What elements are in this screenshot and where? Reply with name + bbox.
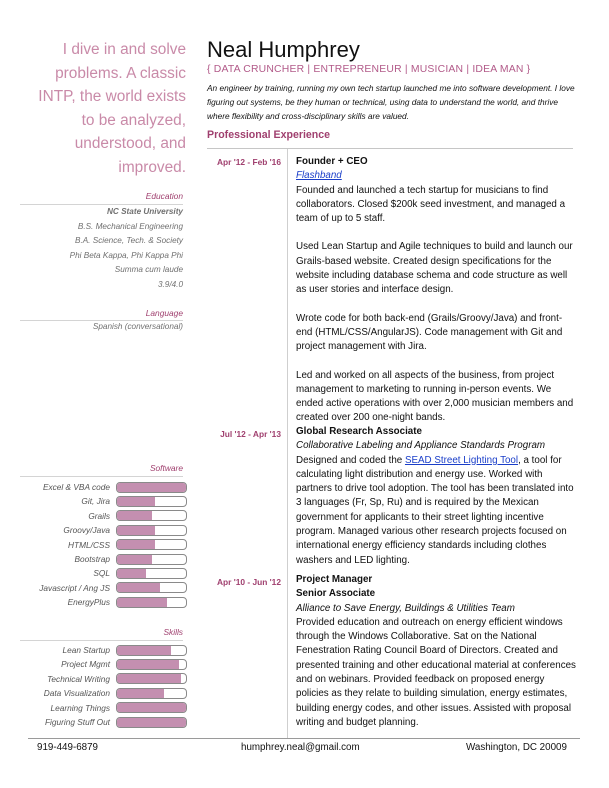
job-title: Founder + CEO (296, 156, 368, 167)
education-line: 3.9/4.0 (157, 279, 183, 289)
job-paragraph: Led and worked on all aspects of the business, from project management to marketing to running in-person events. We ended active operations with over 2,000 musician members and created over 200 one-night bands. (296, 369, 574, 424)
skill-bar-fill (117, 555, 152, 564)
education-school: NC State University (107, 207, 183, 216)
skill-label: Grails (88, 510, 110, 521)
footer-phone: 919-449-6879 (37, 742, 99, 753)
skill-bar (116, 568, 187, 579)
skill-bar (116, 702, 187, 713)
skill-bar-fill (117, 511, 152, 520)
skill-label: Git, Jira (81, 496, 110, 507)
job-title: Project Manager (296, 574, 373, 585)
education-details (20, 205, 183, 292)
software-divider (20, 476, 183, 477)
job-entry (296, 155, 578, 426)
education-line: Phi Beta Kappa, Phi Kappa Phi (69, 250, 183, 260)
skill-bar-fill (117, 483, 186, 492)
skill-label: Data Visualization (43, 688, 110, 699)
skill-bar (116, 645, 187, 656)
page-title: Neal Humphrey (207, 37, 360, 62)
job-paragraph: Wrote code for both back-end (Grails/Groovy/Java) and front-end (HTML/CSS/AngularJS). Code management with Git and project management with Jira. (296, 312, 563, 353)
tagline-line: to be analyzed, (81, 111, 186, 129)
skill-label: Figuring Stuff Out (44, 717, 110, 727)
skill-bar (116, 597, 187, 608)
skill-bar (116, 525, 187, 536)
job-date: Apr '12 - Feb '16 (216, 157, 281, 167)
job-date: Apr '10 - Jun '12 (216, 577, 281, 587)
skill-bar (116, 482, 187, 493)
skill-bar (116, 582, 187, 593)
skill-label: Learning Things (50, 702, 110, 713)
company-link[interactable]: Flashband (296, 170, 342, 182)
skill-bar-fill (117, 526, 155, 535)
skill-bar (116, 539, 187, 550)
job-subtitle: Alliance to Save Energy, Buildings & Utilities Team (296, 602, 515, 614)
experience-heading: Professional Experience (207, 129, 331, 141)
education-line: B.S. Mechanical Engineering (77, 221, 183, 231)
language-details (20, 320, 183, 335)
education-heading: Education (145, 191, 183, 201)
skill-label: Groovy/Java (63, 525, 110, 536)
language-line: Spanish (conversational) (92, 322, 183, 331)
skill-bar (116, 496, 187, 507)
skill-bar (116, 688, 187, 699)
job-paragraph: Founded and launched a tech startup for musicians to find collaborators. Closed $200k seed investment, and managed a team of up to 5 staff. (296, 184, 566, 225)
job-entry (296, 425, 578, 568)
job-text: , a tool for calculating light distribution and energy use. Worked with partners to drive tool adoption. The tool has been translated into 3 languages (Fr, Sp, Ru) and is required by the Mexican government for applicants to their street lighting incentive program. Managed various other research projects focused on international energy efficiency standards including clothes washers and LED lighting. (296, 454, 574, 566)
tagline-line: INTP, the world exists (38, 88, 186, 105)
education-line: Summa cum laude (114, 265, 183, 274)
timeline-divider (287, 149, 288, 738)
skill-bar-fill (117, 497, 155, 506)
skill-label: Excel & VBA code (42, 482, 110, 492)
skill-label: Project Mgmt (61, 659, 110, 670)
skill-bar-fill (117, 718, 186, 727)
tagline-line: understood, and (74, 135, 186, 152)
skill-bar-fill (117, 674, 181, 683)
job-paragraph: Used Lean Startup and Agile techniques to build and launch our Grails-based website. Created design specifications for the website including database schema and code structure as well as user stories and interface design. (296, 241, 573, 296)
skill-label: Technical Writing (47, 673, 110, 684)
software-heading: Software (149, 463, 183, 473)
tagline-line: improved. (118, 158, 186, 176)
footer-email[interactable]: humphrey.neal@gmail.com (241, 742, 360, 753)
tagline (20, 38, 186, 179)
job-title: Global Research Associate (296, 426, 422, 437)
skill-label: Bootstrap (74, 554, 110, 564)
job-text: Designed and coded the (296, 454, 405, 466)
footer-divider (28, 738, 580, 739)
education-line: B.A. Science, Tech. & Society (74, 236, 183, 245)
skill-bar (116, 673, 187, 684)
language-heading: Language (145, 308, 183, 318)
skill-bar (116, 554, 187, 565)
skill-bar-fill (117, 583, 160, 592)
skill-bar-fill (117, 569, 146, 578)
bio-text: An engineer by training, running my own tech startup launched me into software development. I love figuring out systems, be they human or technical, using data to understand the world, and thrive where flexibility and cross-disciplinary skills are valued. (207, 83, 575, 121)
roles-line: { DATA CRUNCHER | ENTREPRENEUR | MUSICIAN | IDEA MAN } (207, 64, 531, 75)
job-title-secondary: Senior Associate (296, 588, 376, 600)
skill-bar (116, 510, 187, 521)
tool-link[interactable]: SEAD Street Lighting Tool (404, 454, 519, 466)
job-text: Provided education and outreach on energy efficient windows through the Windows Collaborative. Sat on the National Fenestration Rating Council Board of Directors. Created and presented training and other educational material at conferences and on webinars. Provided feedback on proposed energy policies as they relate to building simulation, energy estimates, building energy codes, and other issues. Assisted with proposal writing and budget planning. (296, 616, 576, 728)
job-subtitle: Collaborative Labeling and Appliance Standards Program (296, 440, 546, 452)
footer-location: Washington, DC 20009 (466, 742, 567, 753)
skill-bar-fill (117, 540, 155, 549)
skill-bar (116, 659, 187, 670)
skills-divider (20, 640, 183, 641)
job-date: Jul '12 - Apr '13 (220, 429, 281, 439)
tagline-line: problems. A classic (55, 64, 186, 82)
skill-bar-fill (117, 598, 167, 607)
section-divider (207, 148, 573, 149)
skills-heading: Skills (163, 627, 183, 637)
job-entry (296, 573, 578, 730)
skill-label: SQL (93, 568, 110, 579)
skill-bar-fill (117, 646, 171, 655)
skill-label: Lean Startup (62, 645, 110, 655)
skill-label: EnergyPlus (67, 597, 110, 608)
skill-label: Javascript / Ang JS (39, 582, 110, 593)
tagline-line: I dive in and solve (62, 41, 186, 58)
skill-bar-fill (117, 660, 179, 669)
skill-bar (116, 717, 187, 728)
skill-label: HTML/CSS (68, 539, 110, 550)
skill-bar-fill (117, 689, 164, 698)
skill-bar-fill (117, 703, 186, 712)
